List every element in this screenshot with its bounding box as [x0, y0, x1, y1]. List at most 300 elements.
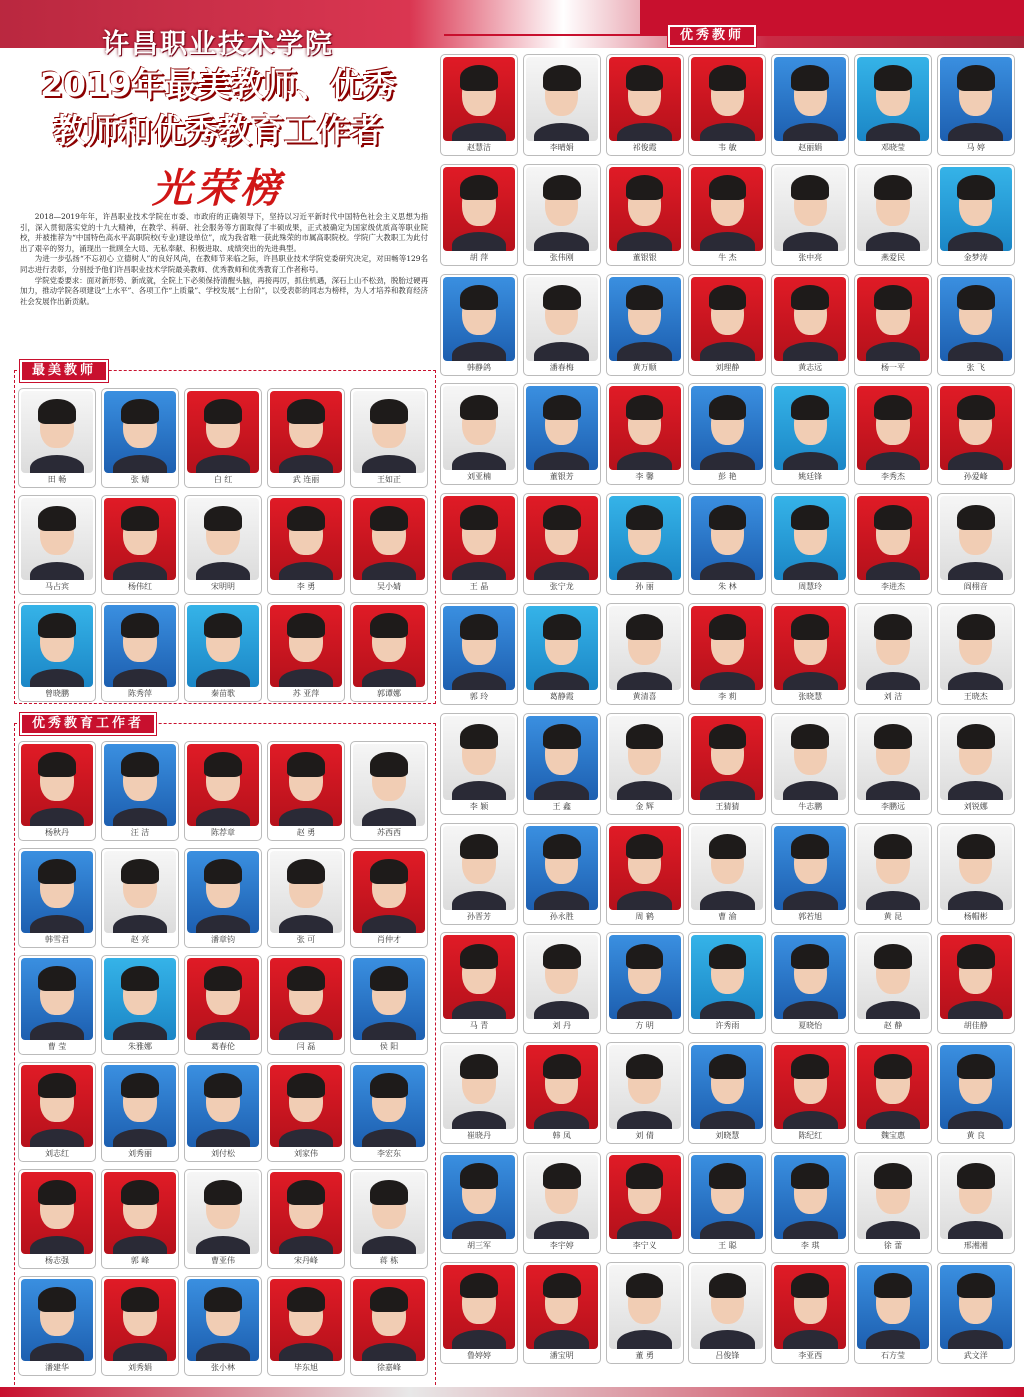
portrait-name: 燕爱民 — [881, 252, 905, 262]
portrait-name: 崔晓丹 — [467, 1131, 491, 1141]
portrait-body — [279, 1129, 334, 1147]
portrait-photo — [609, 167, 681, 251]
portrait-body — [617, 452, 672, 470]
portrait-name: 徐嘉峰 — [377, 1363, 401, 1372]
portrait-hair — [38, 1287, 75, 1312]
portrait-card — [267, 741, 345, 841]
portrait-photo — [940, 935, 1012, 1019]
portrait-hair — [543, 1054, 580, 1079]
portrait-body — [783, 1111, 838, 1129]
portrait-card — [688, 823, 766, 925]
portrait-photo — [526, 386, 598, 470]
portrait-card — [688, 1262, 766, 1364]
portrait-hair — [874, 395, 911, 420]
portrait-card — [771, 713, 849, 815]
portrait-name: 李宁义 — [632, 1241, 657, 1250]
portrait-photo — [187, 851, 259, 933]
portrait-card — [771, 603, 849, 705]
portrait-photo — [104, 1172, 176, 1254]
portrait-body — [452, 452, 507, 470]
portrait-body — [866, 1221, 921, 1239]
portrait-name: 王 鑫 — [552, 801, 572, 811]
portrait-name: 张伟刚 — [549, 252, 574, 262]
portrait-name: 周慧玲 — [798, 582, 823, 592]
portrait-photo — [270, 391, 342, 473]
portrait-name: 曹亚伟 — [211, 1256, 235, 1265]
portrait-card — [606, 713, 684, 815]
portrait-card — [440, 383, 518, 485]
portrait-photo — [609, 606, 681, 690]
portrait-hair — [460, 1163, 497, 1188]
portrait-body — [279, 808, 334, 826]
portrait-body — [866, 123, 921, 141]
portrait-body — [783, 1330, 838, 1348]
portrait-hair — [287, 506, 324, 531]
portrait-body — [866, 342, 921, 360]
portrait-photo — [353, 1065, 425, 1147]
portrait-body — [617, 1001, 672, 1019]
portrait-card — [267, 495, 345, 595]
portrait-hair — [709, 175, 746, 200]
portrait-hair — [874, 834, 911, 859]
portrait-name: 李进杰 — [881, 582, 905, 592]
portrait-card — [184, 388, 262, 488]
portrait-photo — [270, 498, 342, 580]
portrait-name: 张 婧 — [130, 475, 150, 484]
portrait-photo — [940, 496, 1012, 580]
portrait-hair — [543, 614, 580, 639]
portrait-body — [866, 672, 921, 690]
portrait-body — [362, 915, 417, 933]
portrait-card — [18, 1276, 96, 1376]
portrait-card — [18, 495, 96, 595]
portrait-photo — [443, 716, 515, 800]
portrait-photo — [691, 1155, 763, 1239]
portrait-name: 阎栩音 — [963, 582, 988, 592]
portrait-body — [700, 123, 755, 141]
portrait-name: 刘志红 — [45, 1149, 69, 1158]
portrait-photo — [104, 605, 176, 687]
intro-paragraph: 2018—2019年年，许昌职业技术学院在市委、市政府的正确领导下，坚持以习近平新时代中国特色社会主义思想为指引，深入贯彻落实党的十九大精神，在教学、科研、社会服务等方面取得了丰硕成果，正式被确定为国家级优质高等职业院校，并被推荐为“中国特色高水平高职院校(专业)建设单位”，成为我省唯一获此殊荣的市属高职院校。学院广大教职工为此付出了艰辛的努力，涌现出一批顾全大局、无私奉献、积极进取、成绩突出的先进典型。 — [20, 212, 428, 253]
portrait-body — [948, 1111, 1003, 1129]
portrait-hair — [957, 724, 994, 749]
portrait-body — [30, 669, 85, 687]
portrait-card — [771, 1152, 849, 1254]
portrait-card — [937, 1262, 1015, 1364]
portrait-card — [854, 383, 932, 485]
portrait-hair — [874, 1273, 911, 1298]
portrait-hair — [370, 613, 407, 638]
portrait-photo — [353, 958, 425, 1040]
portrait-hair — [460, 834, 497, 859]
portrait-body — [534, 562, 589, 580]
portrait-body — [196, 562, 251, 580]
portrait-card — [937, 932, 1015, 1034]
portrait-photo — [443, 1155, 515, 1239]
portrait-hair — [957, 395, 994, 420]
portrait-body — [866, 1111, 921, 1129]
portrait-hair — [543, 395, 580, 420]
portrait-name: 朱雅娜 — [128, 1042, 152, 1051]
portrait-photo — [443, 1265, 515, 1349]
portrait-name: 周 鹤 — [635, 911, 654, 921]
portrait-card — [440, 493, 518, 595]
portrait-hair — [957, 1054, 994, 1079]
portrait-name: 孙永胜 — [549, 911, 574, 921]
portrait-body — [783, 672, 838, 690]
portrait-card — [18, 1062, 96, 1162]
portrait-body — [279, 455, 334, 473]
portrait-card — [440, 274, 518, 376]
portrait-card — [18, 602, 96, 702]
portrait-photo — [940, 1045, 1012, 1129]
portrait-body — [279, 915, 334, 933]
portrait-hair — [791, 65, 828, 90]
portrait-hair — [38, 966, 75, 991]
portrait-name: 秦苗歌 — [211, 689, 235, 698]
portrait-name: 邓晓莹 — [881, 143, 905, 152]
portrait-photo — [21, 1279, 93, 1361]
portrait-hair — [957, 505, 994, 530]
portrait-body — [113, 562, 168, 580]
portrait-card — [523, 603, 601, 705]
portrait-photo — [187, 391, 259, 473]
portrait-card — [267, 955, 345, 1055]
portrait-name: 曹 莹 — [47, 1042, 67, 1051]
portrait-card — [267, 388, 345, 488]
portrait-name: 张 飞 — [966, 362, 986, 372]
portrait-name: 李晴娟 — [549, 143, 574, 152]
portrait-hair — [370, 399, 407, 424]
portrait-name: 刘理静 — [715, 362, 740, 372]
portrait-card — [854, 932, 932, 1034]
portrait-photo — [940, 1265, 1012, 1349]
portrait-hair — [791, 505, 828, 530]
portrait-name: 金梦涛 — [963, 252, 988, 262]
portrait-hair — [287, 1073, 324, 1098]
portrait-name: 王 晶 — [469, 582, 489, 592]
portrait-photo — [774, 1155, 846, 1239]
portrait-name: 田 畅 — [47, 475, 67, 484]
portrait-name: 李宇婷 — [549, 1241, 574, 1250]
portrait-name: 牛志鹏 — [798, 801, 823, 811]
portrait-hair — [626, 724, 663, 749]
portrait-body — [700, 1001, 755, 1019]
portrait-card — [440, 164, 518, 266]
portrait-card — [350, 602, 428, 702]
portrait-hair — [874, 505, 911, 530]
portrait-hair — [543, 1273, 580, 1298]
portrait-name: 曹 渝 — [718, 911, 737, 921]
portrait-card — [688, 383, 766, 485]
portrait-body — [948, 1001, 1003, 1019]
portrait-body — [534, 123, 589, 141]
portrait-body — [30, 1343, 85, 1361]
portrait-hair — [874, 65, 911, 90]
portrait-photo — [774, 1045, 846, 1129]
portrait-body — [534, 1330, 589, 1348]
portrait-body — [783, 1221, 838, 1239]
portrait-card — [267, 848, 345, 948]
portrait-hair — [121, 859, 158, 884]
portrait-body — [279, 1343, 334, 1361]
portrait-body — [30, 915, 85, 933]
portrait-photo — [609, 386, 681, 470]
portrait-card — [267, 1276, 345, 1376]
portrait-card — [688, 1152, 766, 1254]
portrait-hair — [791, 614, 828, 639]
portrait-hair — [874, 285, 911, 310]
portrait-body — [362, 1022, 417, 1040]
portrait-name: 王如正 — [377, 475, 401, 484]
portrait-card — [688, 713, 766, 815]
section-line — [444, 34, 664, 36]
portrait-name: 夏晓怡 — [798, 1021, 823, 1031]
portrait-card — [523, 1042, 601, 1144]
portrait-photo — [774, 1265, 846, 1349]
portrait-photo — [691, 167, 763, 251]
portrait-body — [700, 1330, 755, 1348]
portrait-hair — [204, 1180, 241, 1205]
portrait-hair — [626, 1273, 663, 1298]
portrait-card — [350, 495, 428, 595]
portrait-hair — [370, 1287, 407, 1312]
portrait-photo — [443, 277, 515, 361]
portrait-photo — [940, 826, 1012, 910]
portrait-card — [937, 274, 1015, 376]
portrait-body — [700, 562, 755, 580]
portrait-photo — [270, 1065, 342, 1147]
portrait-name: 韩 凤 — [552, 1131, 572, 1141]
portrait-body — [362, 669, 417, 687]
portrait-body — [362, 455, 417, 473]
portrait-card — [854, 1262, 932, 1364]
portrait-hair — [626, 175, 663, 200]
portrait-card — [440, 603, 518, 705]
portrait-name: 杨帽彬 — [963, 911, 988, 921]
portrait-hair — [874, 944, 911, 969]
portrait-body — [196, 808, 251, 826]
portrait-hair — [460, 285, 497, 310]
portrait-hair — [204, 1073, 241, 1098]
portrait-body — [196, 1129, 251, 1147]
portrait-name: 黄 良 — [966, 1131, 986, 1141]
portrait-photo — [104, 958, 176, 1040]
portrait-card — [184, 602, 262, 702]
portrait-hair — [957, 834, 994, 859]
portrait-hair — [709, 505, 746, 530]
portrait-hair — [204, 966, 241, 991]
portrait-hair — [709, 944, 746, 969]
portrait-body — [866, 1330, 921, 1348]
portrait-name: 马 青 — [469, 1021, 489, 1031]
portrait-body — [113, 1343, 168, 1361]
portrait-card — [523, 1262, 601, 1364]
portrait-hair — [460, 944, 497, 969]
portrait-name: 董银银 — [632, 252, 657, 262]
portrait-name: 刘付松 — [211, 1149, 235, 1158]
portrait-hair — [204, 506, 241, 531]
portrait-body — [113, 915, 168, 933]
portrait-photo — [443, 1045, 515, 1129]
portrait-card — [350, 741, 428, 841]
portrait-card — [440, 1042, 518, 1144]
portrait-hair — [874, 614, 911, 639]
portrait-hair — [874, 724, 911, 749]
portrait-name: 许秀雨 — [715, 1021, 740, 1031]
portrait-hair — [874, 1163, 911, 1188]
portrait-card — [854, 164, 932, 266]
portrait-photo — [609, 1265, 681, 1349]
portrait-photo — [526, 826, 598, 910]
portrait-card — [854, 603, 932, 705]
portrait-photo — [104, 391, 176, 473]
portrait-name: 葛静霞 — [549, 692, 574, 701]
portrait-card — [771, 1262, 849, 1364]
portrait-hair — [709, 1054, 746, 1079]
portrait-body — [196, 1236, 251, 1254]
portrait-hair — [709, 614, 746, 639]
portrait-photo — [353, 1172, 425, 1254]
portrait-hair — [287, 966, 324, 991]
portrait-body — [948, 781, 1003, 799]
portrait-photo — [353, 605, 425, 687]
title-line-1: 2019年最美教师、优秀 — [40, 65, 396, 104]
portrait-hair — [709, 1163, 746, 1188]
portrait-body — [113, 1022, 168, 1040]
portrait-name: 胡 萍 — [469, 252, 489, 262]
portrait-body — [452, 562, 507, 580]
portrait-card — [771, 274, 849, 376]
portrait-card — [350, 1062, 428, 1162]
portrait-name: 韦 敏 — [718, 143, 737, 152]
portrait-photo — [21, 744, 93, 826]
portrait-photo — [940, 167, 1012, 251]
portrait-card — [18, 1169, 96, 1269]
portrait-hair — [791, 1054, 828, 1079]
portrait-name: 牛 杰 — [718, 252, 737, 262]
portrait-card — [688, 493, 766, 595]
portrait-name: 魏宝惠 — [881, 1131, 905, 1141]
portrait-photo — [353, 1279, 425, 1361]
portrait-name: 马 婷 — [966, 143, 986, 152]
portrait-photo — [187, 958, 259, 1040]
portrait-card — [184, 1169, 262, 1269]
portrait-card — [688, 932, 766, 1034]
portrait-card — [854, 1042, 932, 1144]
portrait-photo — [774, 716, 846, 800]
portrait-name: 宋丹峰 — [294, 1256, 318, 1265]
portrait-name: 张小林 — [211, 1363, 235, 1372]
portrait-body — [534, 1111, 589, 1129]
portrait-card — [18, 388, 96, 488]
portrait-name: 闫 磊 — [296, 1042, 316, 1051]
portrait-name: 刘亚楠 — [467, 472, 491, 482]
portrait-card — [937, 383, 1015, 485]
portrait-name: 刘锐娜 — [963, 801, 988, 811]
portrait-name: 杨志强 — [45, 1256, 69, 1265]
portrait-card — [18, 741, 96, 841]
portrait-photo — [270, 605, 342, 687]
portrait-hair — [38, 1073, 75, 1098]
portrait-name: 陈荐章 — [211, 828, 235, 837]
portrait-card — [771, 932, 849, 1034]
portrait-body — [617, 1111, 672, 1129]
portrait-card — [606, 383, 684, 485]
portrait-card — [937, 713, 1015, 815]
portrait-photo — [21, 391, 93, 473]
portrait-hair — [121, 613, 158, 638]
portrait-photo — [526, 606, 598, 690]
portrait-hair — [791, 175, 828, 200]
portrait-card — [523, 823, 601, 925]
portrait-body — [534, 232, 589, 250]
portrait-hair — [287, 859, 324, 884]
portrait-name: 张晓慧 — [798, 692, 823, 701]
portrait-body — [866, 781, 921, 799]
portrait-photo — [443, 935, 515, 1019]
portrait-body — [948, 342, 1003, 360]
portrait-name: 王 聪 — [718, 1241, 737, 1250]
portrait-photo — [21, 605, 93, 687]
portrait-body — [617, 1221, 672, 1239]
portrait-body — [617, 562, 672, 580]
portrait-hair — [370, 506, 407, 531]
portrait-name: 赵 亮 — [130, 935, 150, 944]
portrait-body — [196, 915, 251, 933]
portrait-photo — [691, 386, 763, 470]
portrait-photo — [526, 716, 598, 800]
portrait-hair — [626, 614, 663, 639]
portrait-body — [452, 781, 507, 799]
portrait-card — [440, 932, 518, 1034]
portrait-body — [948, 123, 1003, 141]
intro-text — [20, 212, 428, 307]
portrait-body — [783, 562, 838, 580]
title-block — [18, 22, 418, 214]
portrait-body — [617, 1330, 672, 1348]
portrait-name: 孙晋芳 — [467, 911, 491, 921]
portrait-name: 杨秋丹 — [45, 828, 69, 837]
portrait-body — [700, 342, 755, 360]
portrait-photo — [187, 1279, 259, 1361]
portrait-card — [523, 493, 601, 595]
portrait-body — [617, 123, 672, 141]
portrait-hair — [121, 1180, 158, 1205]
portrait-hair — [121, 966, 158, 991]
portrait-name: 刘家伟 — [294, 1149, 318, 1158]
portrait-hair — [287, 399, 324, 424]
portrait-body — [534, 672, 589, 690]
portrait-card — [101, 1169, 179, 1269]
portrait-hair — [957, 65, 994, 90]
portrait-hair — [791, 834, 828, 859]
portrait-body — [866, 232, 921, 250]
portrait-hair — [874, 175, 911, 200]
portrait-hair — [626, 395, 663, 420]
portrait-name: 祁俊霞 — [632, 143, 657, 152]
portrait-photo — [443, 386, 515, 470]
portrait-hair — [543, 944, 580, 969]
portrait-body — [30, 808, 85, 826]
portrait-photo — [609, 496, 681, 580]
intro-paragraph: 学院党委要求：面对新形势、新成就，全院上下必须保持清醒头脑，再接再厉，抓住机遇，深石上山不松劲，脱胎过硬再加力，推动学院各项建设“上水平”、各项工作“上质量”、学校发展“上台阶”，以受表彰的同志为榜样，为人才培养和教育经济社会发展作出新贡献。 — [20, 275, 428, 306]
portrait-photo — [691, 1265, 763, 1349]
portrait-name: 孙爱峰 — [963, 472, 988, 482]
section-line — [790, 34, 1020, 36]
portrait-name: 肖仲才 — [377, 935, 401, 944]
portrait-photo — [857, 57, 929, 141]
